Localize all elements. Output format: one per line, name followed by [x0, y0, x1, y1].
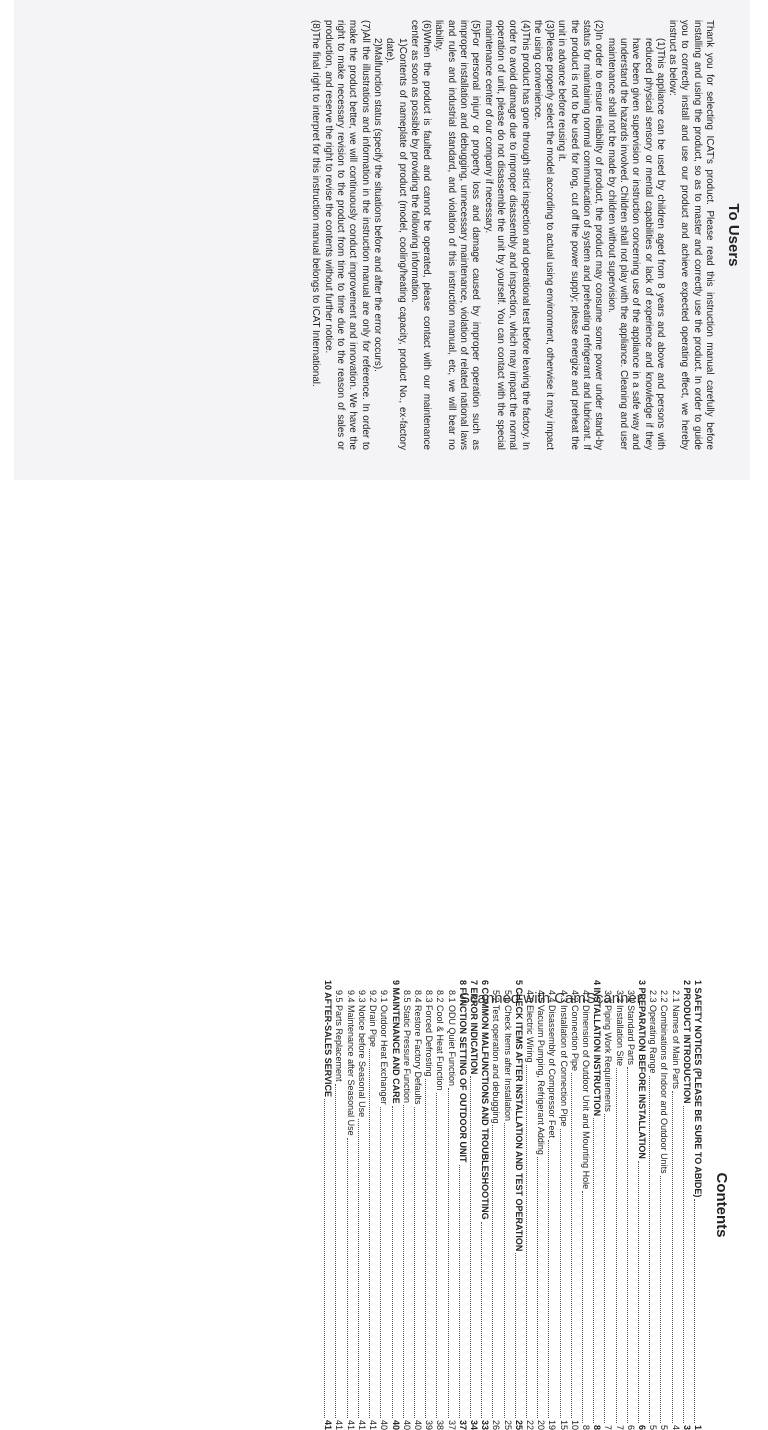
contents-leader-dots [324, 1099, 333, 1418]
contents-entry [692, 980, 703, 1430]
contents-entry-page: 34 [468, 1419, 479, 1430]
users-paragraph: (6)When the product is faulted and cannot be operated, please contact with our maintenance center as soon as possible by providing the following information. [408, 20, 433, 450]
contents-leader-dots [403, 1105, 412, 1418]
contents-entry-label: 2.3 Operating Range [648, 990, 659, 1074]
contents-entry [490, 980, 501, 1430]
contents-leader-dots [638, 1161, 647, 1423]
contents-leader-dots [627, 1067, 636, 1423]
contents-entry-page: 5 [648, 1424, 659, 1430]
contents-leader-dots [571, 1073, 580, 1418]
contents-entry [423, 980, 434, 1430]
contents-entry-label: 8.1 ODU Quiet Function [446, 990, 457, 1087]
contents-entry-page: 15 [558, 1419, 569, 1430]
contents-entry-page: 10 [569, 1419, 580, 1430]
contents-entry-page: 40 [401, 1419, 412, 1430]
contents-entry-page: 41 [356, 1419, 367, 1430]
contents-entry-label: 7 ERROR INDICATION [468, 980, 479, 1075]
contents-leader-dots [548, 1140, 557, 1418]
contents-entry-page: 25 [513, 1419, 524, 1430]
to-users-title: To Users [725, 203, 742, 267]
contents-entry-label: 8.4 Restore Factory Defaults [412, 990, 423, 1105]
left-page [14, 0, 750, 480]
contents-entry [658, 980, 669, 1430]
users-paragraph: (3)Please properly select the model according to actual using environment, otherwise it may impact the using convenience. [531, 20, 556, 450]
users-paragraph: (7)All the illustrations and information in the instruction manual are only for reference. In order to make the product better, we will continuously conduct improvement and innovation. We have the right to make necessary revision to the product from time to time due to the reason of sales or production, and reserve the right to revise the contents without further notice. [322, 20, 371, 450]
contents-entry-page: 33 [480, 1419, 491, 1430]
contents-entry [367, 980, 378, 1430]
contents-entry-label: 4.1 Dimension of Outdoor Unit and Mounting Hole [580, 990, 591, 1190]
contents-entry [479, 980, 490, 1430]
contents-entry-label: 5.2 Test operation and debugging [491, 990, 502, 1124]
contents-entry [524, 980, 535, 1430]
contents-entry-page: 6 [625, 1424, 636, 1430]
contents-entry [535, 980, 546, 1430]
contents-leader-dots [380, 1107, 389, 1418]
contents-leader-dots [560, 1129, 569, 1418]
contents-leader-dots [470, 1076, 479, 1418]
contents-leader-dots [593, 1118, 602, 1423]
contents-leader-dots [481, 1222, 490, 1418]
contents-entry-label: 3 PREPARATION BEFORE INSTALLATION [636, 980, 647, 1159]
contents-leader-dots [660, 1176, 669, 1423]
users-paragraph: (2)In order to ensure reliability of product, the product may consume some power under stand-by status for maintaining normal communication of system and preheating refrigerant and lubricant. If the product is not to be used for long, cut off the power supply; please energize and preheat the unit in advance before reusing it. [556, 20, 605, 450]
contents-entry-page: 26 [491, 1419, 502, 1430]
contents-leader-dots [336, 1084, 345, 1418]
contents-entry-label: 9.3 Notice before Seasonal Use [356, 990, 367, 1118]
contents-entry-page: 4 [670, 1424, 681, 1430]
contents-entry-page: 41 [323, 1419, 334, 1430]
contents-leader-dots [414, 1107, 423, 1418]
users-paragraph: 2)Malfunction status (specify the situations before and after the error occurs). [371, 38, 383, 372]
users-paragraph: (5)For personal injury or property loss and damage caused by improper operation such as improper installation and debugging, unnecessary maintenance, violation of related national laws and rules and industrial standard, and violation of this instruction manual, etc, we will bear no liability. [433, 20, 482, 450]
contents-entry-label: 4.5 Vacuum Pumping, Refrigerant Adding [536, 990, 547, 1155]
contents-leader-dots [358, 1119, 367, 1418]
contents-leader-dots [425, 1079, 434, 1418]
contents-section [40, 980, 730, 1430]
contents-entry [647, 980, 658, 1430]
contents-entry-page: 41 [334, 1419, 345, 1430]
contents-entry-label: 3.3 Piping Work Requirements [603, 990, 614, 1112]
contents-entry-page: 8 [580, 1424, 591, 1430]
contents-entry-page: 1 [693, 1424, 703, 1430]
contents-leader-dots [436, 1093, 445, 1418]
contents-entry-label: 3.2 Installation Site [614, 990, 625, 1067]
contents-entry [389, 980, 400, 1430]
contents-entry [501, 980, 512, 1430]
users-paragraph: 1)Contents of nameplate of product (model, cooling/heating capacity, product No., ex-factory date). [384, 38, 408, 450]
contents-entry-label: 8.2 Cool & Heat Function [435, 990, 446, 1091]
contents-entry [401, 980, 412, 1430]
contents-entry [580, 980, 591, 1430]
contents-title: Contents [713, 1172, 730, 1238]
contents-entry [602, 980, 613, 1430]
users-paragraph: (4)This product has gone through strict inspection and operational test before leaving the factory. In order to avoid damage due to improper disassembly and inspection, which may impact the normal operation of unit, please do not disassemble the unit by yourself. You can contact with the special maintenance center of our company if necessary. [482, 20, 531, 450]
contents-leader-dots [448, 1088, 457, 1418]
contents-entry-label: 2 PRODUCT INTRODUCTION [681, 980, 692, 1104]
contents-entry [322, 980, 333, 1430]
contents-entry [378, 980, 389, 1430]
contents-leader-dots [694, 1199, 703, 1423]
to-users-section [102, 20, 742, 450]
to-users-body [309, 20, 715, 450]
contents-entry-page: 8 [592, 1424, 603, 1430]
contents-entry-page: 37 [457, 1419, 468, 1430]
contents-entry-label: 9.5 Parts Replacement [334, 990, 345, 1082]
contents-leader-dots [683, 1106, 692, 1423]
contents-entry-page: 40 [379, 1419, 390, 1430]
contents-entry-label: 9.2 Drain Pipe [368, 990, 379, 1048]
contents-entry-label: 8.5 Static Pressure Function [401, 990, 412, 1104]
contents-entry-page: 40 [390, 1419, 401, 1430]
contents-entry [591, 980, 602, 1430]
contents-entry-page: 40 [412, 1419, 423, 1430]
contents-leader-dots [537, 1157, 546, 1418]
contents-entry [468, 980, 479, 1430]
contents-entry-label: 10 AFTER-SALES SERVICE [323, 980, 334, 1098]
contents-entry-page: 3 [681, 1424, 692, 1430]
contents-leader-dots [649, 1076, 658, 1423]
contents-entry [546, 980, 557, 1430]
contents-leader-dots [347, 1138, 356, 1418]
contents-entry [681, 980, 692, 1430]
contents-entry [613, 980, 624, 1430]
contents-entry-label: 8 FUNCTION SETTING OF OUTDOOR UNIT [457, 980, 468, 1163]
contents-list [322, 980, 703, 1430]
contents-entry [636, 980, 647, 1430]
users-paragraph: (1)This appliance can be used by children aged from 8 years and above and persons with reduced physical sensory or mental capabilities or lack of experience and knowledge if they have been given supervision or instruction concerning use of the appliance in a safe way and understand the hazards involved. Children shall not play with the appliance. Cleaning and user maintenance shall not be made by children without supervision. [605, 38, 666, 450]
contents-entry-label: 5.1 Check Items after Installation [502, 990, 513, 1122]
contents-entry [513, 980, 524, 1430]
contents-entry [557, 980, 568, 1430]
contents-entry-label: 3.1 Standard Parts [625, 990, 636, 1066]
contents-entry-label: 2.2 Combinations of Indoor and Outdoor Units [659, 990, 670, 1174]
contents-entry [345, 980, 356, 1430]
contents-entry [457, 980, 468, 1430]
contents-leader-dots [492, 1125, 501, 1418]
contents-entry-page: 7 [614, 1424, 625, 1430]
contents-leader-dots [604, 1114, 613, 1423]
contents-entry-page: 41 [368, 1419, 379, 1430]
contents-leader-dots [392, 1106, 401, 1418]
contents-entry [434, 980, 445, 1430]
contents-entry-page: 38 [435, 1419, 446, 1430]
contents-leader-dots [526, 1065, 535, 1418]
contents-leader-dots [672, 1091, 681, 1423]
contents-entry-page: 5 [659, 1424, 670, 1430]
contents-entry [333, 980, 344, 1430]
contents-leader-dots [515, 1253, 524, 1418]
contents-entry-page: 19 [547, 1419, 558, 1430]
users-paragraph: (8)The final right to interpret for this instruction manual belongs to ICAT International. [310, 20, 322, 387]
contents-entry-label: 9 MAINTENANCE AND CARE [390, 980, 401, 1104]
contents-entry-label: 4.2 Connection Pipe [569, 990, 580, 1072]
contents-leader-dots [582, 1191, 591, 1423]
contents-entry-label: 2.1 Names of Main Parts [670, 990, 681, 1090]
contents-entry [412, 980, 423, 1430]
contents-entry [445, 980, 456, 1430]
contents-entry-label: 8.3 Forced Defrosting [424, 990, 435, 1077]
contents-leader-dots [504, 1123, 513, 1418]
contents-entry-page: 20 [536, 1419, 547, 1430]
contents-entry-page: 6 [636, 1424, 647, 1430]
contents-entry-label: 4.6 Electric Wiring [524, 990, 535, 1063]
contents-entry-label: 9.1 Outdoor Heat Exchanger [379, 990, 390, 1105]
contents-leader-dots [616, 1068, 625, 1423]
contents-entry [669, 980, 680, 1430]
contents-entry-label: 4.4 Disassembly of Compressor Feet [547, 990, 558, 1139]
contents-entry-label: 9.4 Maintenance after Seasonal Use [345, 990, 356, 1136]
contents-entry-page: 22 [524, 1419, 535, 1430]
contents-entry-label: 6 COMMON MALFUNCTIONS AND TROUBLESHOOTING [480, 980, 491, 1220]
camscanner-watermark: Scanned with CamScanner [460, 990, 642, 1007]
contents-leader-dots [459, 1165, 468, 1418]
contents-entry-page: 25 [502, 1419, 513, 1430]
contents-leader-dots [369, 1049, 378, 1418]
contents-entry-page: 37 [446, 1419, 457, 1430]
contents-entry-page: 41 [345, 1419, 356, 1430]
contents-entry-page: 39 [424, 1419, 435, 1430]
contents-entry-label: 4 INSTALLATION INSTRUCTION [592, 980, 603, 1117]
contents-entry [569, 980, 580, 1430]
users-paragraph: Thank you for selecting ICAT's product. Please read this instruction manual carefully before installing and using the product, so as to master and correctly use the product. In order to guide you to correctly install and use our product and achieve expected operating effect, we hereby instruct as below: [667, 20, 715, 450]
contents-entry [356, 980, 367, 1430]
contents-entry-label: 5 CHECK ITEMS AFTER INSTALLATION AND TEST OPERATION [513, 980, 524, 1252]
contents-entry [625, 980, 636, 1430]
contents-entry-label: 1 SAFETY NOTICES (PLEASE BE SURE TO ABIDE) [693, 980, 703, 1198]
contents-entry-page: 7 [603, 1424, 614, 1430]
contents-entry-label: 4.3 Installation of Connection Pipe [558, 990, 569, 1127]
